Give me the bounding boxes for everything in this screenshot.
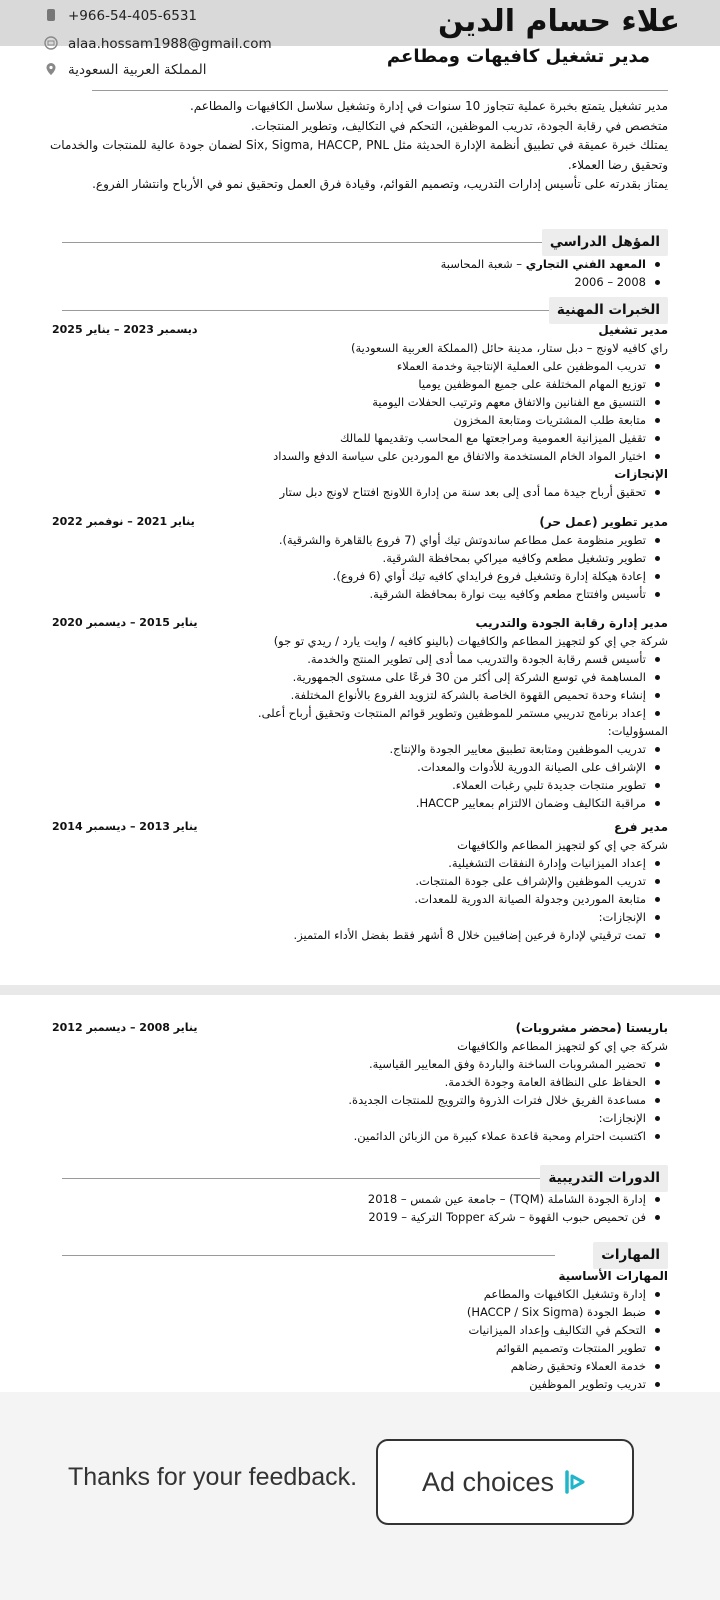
list-item: تطوير المنتجات وتصميم القوائم — [52, 1339, 668, 1357]
phone-icon — [44, 8, 58, 22]
job-date-3: يناير 2015 – ديسمبر 2020 — [52, 616, 198, 629]
list-item: الإنجازات: — [52, 908, 668, 926]
feedback-thanks-text: Thanks for your feedback. — [68, 1463, 358, 1491]
list-item: تحقيق أرباح جيدة مما أدى إلى بعد سنة من إدارة اللاونج افتتاح لاونج دبل ستار — [52, 483, 668, 501]
job-title: مدير تشغيل كافيهات ومطاعم — [386, 46, 650, 67]
email-icon — [44, 36, 58, 50]
list-item: تدريب الموظفين على العملية الإنتاجية وخدمة العملاء — [52, 357, 668, 375]
list-item: إنشاء وحدة تحميص القهوة الخاصة بالشركة لتزويد الفروع بالأنواع المختلفة. — [52, 686, 668, 704]
education-heading: المؤهل الدراسي — [542, 229, 668, 256]
courses-divider — [62, 1178, 555, 1179]
list-item: تطوير وتشغيل مطعم وكافيه ميراكي بمحافظة الشرقية. — [52, 549, 668, 567]
skills-block — [52, 1267, 668, 1393]
summary-line: متخصص في رقابة الجودة، تدريب الموظفين، التحكم في التكاليف، وتطوير المنتجات. — [250, 118, 668, 133]
list-item: ضبط الجودة (HACCP / Six Sigma) — [52, 1303, 668, 1321]
email-line — [44, 36, 272, 52]
person-name: علاء حسام الدين — [437, 4, 680, 39]
experience-divider — [62, 310, 555, 311]
job-development-manager — [52, 513, 668, 603]
achievements-label: الإنجازات — [614, 467, 668, 481]
job-barista — [52, 1019, 668, 1145]
list-item: تحضير المشروبات الساخنة والباردة وفق المعايير القياسية. — [52, 1055, 668, 1073]
education-years: 2006 – 2008 — [52, 273, 668, 291]
phone: +966-54-405-6531 — [68, 8, 197, 24]
list-item: إعداد برنامج تدريبي مستمر للموظفين وتطوير قوائم المنتجات وتحقيق أرباح أعلى. — [52, 704, 668, 722]
list-item: إعادة هيكلة إدارة وتشغيل فروع فرايداي كافيه تيك أواي (6 فروع). — [52, 567, 668, 585]
header-divider — [92, 90, 668, 91]
job-date-4: يناير 2013 – ديسمبر 2014 — [52, 820, 198, 833]
summary — [50, 97, 668, 195]
list-item: فن تحميص حبوب القهوة – شركة Topper التركية – 2019 — [52, 1208, 668, 1226]
job-title-4: مدير فرع — [613, 820, 668, 834]
list-item: الإشراف على الصيانة الدورية للأدوات والمعدات. — [52, 758, 668, 776]
skills-divider — [62, 1255, 555, 1256]
list-item: متابعة الموردين وجدولة الصيانة الدورية للمعدات. — [52, 890, 668, 908]
list-item: تأسيس قسم رقابة الجودة والتدريب مما أدى إلى تطوير المنتج والخدمة. — [52, 650, 668, 668]
location-line — [44, 62, 207, 78]
education-block — [52, 255, 668, 291]
summary-line: يمتاز بقدرته على تأسيس إدارات التدريب، وتصميم القوائم، وقيادة فرق العمل وتحقيق نمو في الأرباح وانتشار الفروع. — [92, 177, 668, 191]
job-company-3: شركة جي إي كو لتجهيز المطاعم والكافيهات (بالينو كافيه / وايت يارد / ريدي تو جو) — [273, 634, 668, 648]
job-quality-manager — [52, 614, 668, 812]
list-item: التنسيق مع الفنانين والاتفاق معهم وترتيب الحفلات اليومية — [52, 393, 668, 411]
job-title-2: مدير تطوير (عمل حر) — [539, 515, 668, 529]
resume-page-2 — [0, 995, 720, 1420]
location: المملكة العربية السعودية — [68, 62, 207, 78]
education-divider — [62, 242, 555, 243]
education-school: المعهد الفني التجاري – شعبة المحاسبة — [52, 255, 668, 273]
responsibilities-label: المسؤوليات: — [607, 724, 668, 738]
list-item: مساعدة الفريق خلال فترات الذروة والترويج للمنتجات الجديدة. — [52, 1091, 668, 1109]
list-item: تطوير منتجات جديدة تلبي رغبات العملاء. — [52, 776, 668, 794]
job-date-5: يناير 2008 – ديسمبر 2012 — [52, 1021, 198, 1034]
skills-subheading: المهارات الأساسية — [558, 1269, 668, 1283]
list-item: إدارة وتشغيل الكافيهات والمطاعم — [52, 1285, 668, 1303]
ad-choices-label: Ad choices — [421, 1466, 555, 1497]
job-operations-manager — [52, 321, 668, 501]
list-item: إعداد الميزانيات وإدارة النفقات التشغيلية. — [52, 854, 668, 872]
experience-heading: الخبرات المهنية — [549, 297, 668, 324]
courses-block — [52, 1190, 668, 1226]
ad-choices-icon — [562, 1469, 588, 1495]
ad-choices-button[interactable] — [376, 1439, 634, 1525]
job-date-2: يناير 2021 – نوفمبر 2022 — [52, 515, 195, 528]
job-date-1: ديسمبر 2023 – يناير 2025 — [52, 323, 198, 336]
list-item: تمت ترقيتي لإدارة فرعين إضافيين خلال 8 أشهر فقط بفضل الأداء المتميز. — [52, 926, 668, 944]
list-item: توزيع المهام المختلفة على جميع الموظفين يوميا — [52, 375, 668, 393]
list-item: التحكم في التكاليف وإعداد الميزانيات — [52, 1321, 668, 1339]
email: alaa.hossam1988@gmail.com — [68, 36, 272, 52]
list-item: تدريب الموظفين ومتابعة تطبيق معايير الجودة والإنتاج. — [52, 740, 668, 758]
phone-line — [44, 8, 197, 24]
list-item: اكتسبت احترام ومحبة قاعدة عملاء كبيرة من الزبائن الدائمين. — [52, 1127, 668, 1145]
list-item: اختيار المواد الخام المستخدمة والاتفاق مع الموردين على سياسة الدفع والسداد — [52, 447, 668, 465]
list-item: المساهمة في توسع الشركة إلى أكثر من 30 فرعًا على مستوى الجمهورية. — [52, 668, 668, 686]
job-company-1: راي كافيه لاونج – دبل ستار، مدينة حائل (المملكة العربية السعودية) — [350, 341, 668, 355]
list-item: متابعة طلب المشتريات ومتابعة المخزون — [52, 411, 668, 429]
list-item: تدريب وتطوير الموظفين — [52, 1375, 668, 1393]
location-pin-icon — [44, 62, 58, 76]
list-item: الإنجازات: — [52, 1109, 668, 1127]
summary-line: يمتلك خبرة عميقة في تطبيق أنظمة الإدارة الحديثة مثل Six, Sigma, HACCP, PNL لضمان جودة عالية للمنتجات والخدمات وتحقيق رضا العملاء. — [50, 138, 668, 172]
courses-heading: الدورات التدريبية — [540, 1165, 668, 1192]
list-item: إدارة الجودة الشاملة (TQM) – جامعة عين شمس – 2018 — [52, 1190, 668, 1208]
list-item: تدريب الموظفين والإشراف على جودة المنتجات. — [52, 872, 668, 890]
job-company-4: شركة جي إي كو لتجهيز المطاعم والكافيهات — [457, 838, 668, 852]
list-item: الحفاظ على النظافة العامة وجودة الخدمة. — [52, 1073, 668, 1091]
job-title-1: مدير تشغيل — [598, 323, 668, 337]
list-item: تطوير منظومة عمل مطاعم ساندوتش تيك أواي (7 فروع بالقاهرة والشرقية). — [52, 531, 668, 549]
list-item: خدمة العملاء وتحقيق رضاهم — [52, 1357, 668, 1375]
job-title-5: باريستا (محضر مشروبات) — [515, 1021, 668, 1035]
skills-heading: المهارات — [593, 1242, 668, 1269]
summary-line: مدير تشغيل يتمتع بخبرة عملية تتجاوز 10 سنوات في إدارة وتشغيل سلاسل الكافيهات والمطاعم. — [189, 99, 668, 113]
job-title-3: مدير إدارة رقابة الجودة والتدريب — [475, 616, 668, 630]
list-item: مراقبة التكاليف وضمان الالتزام بمعايير HACCP. — [52, 794, 668, 812]
list-item: تقفيل الميزانية العمومية ومراجعتها مع المحاسب وتقديمها للمالك — [52, 429, 668, 447]
job-branch-manager — [52, 818, 668, 944]
list-item: تأسيس وافتتاح مطعم وكافيه بيت نوارة بمحافظة الشرقية. — [52, 585, 668, 603]
job-company-5: شركة جي إي كو لتجهيز المطاعم والكافيهات — [457, 1039, 668, 1053]
